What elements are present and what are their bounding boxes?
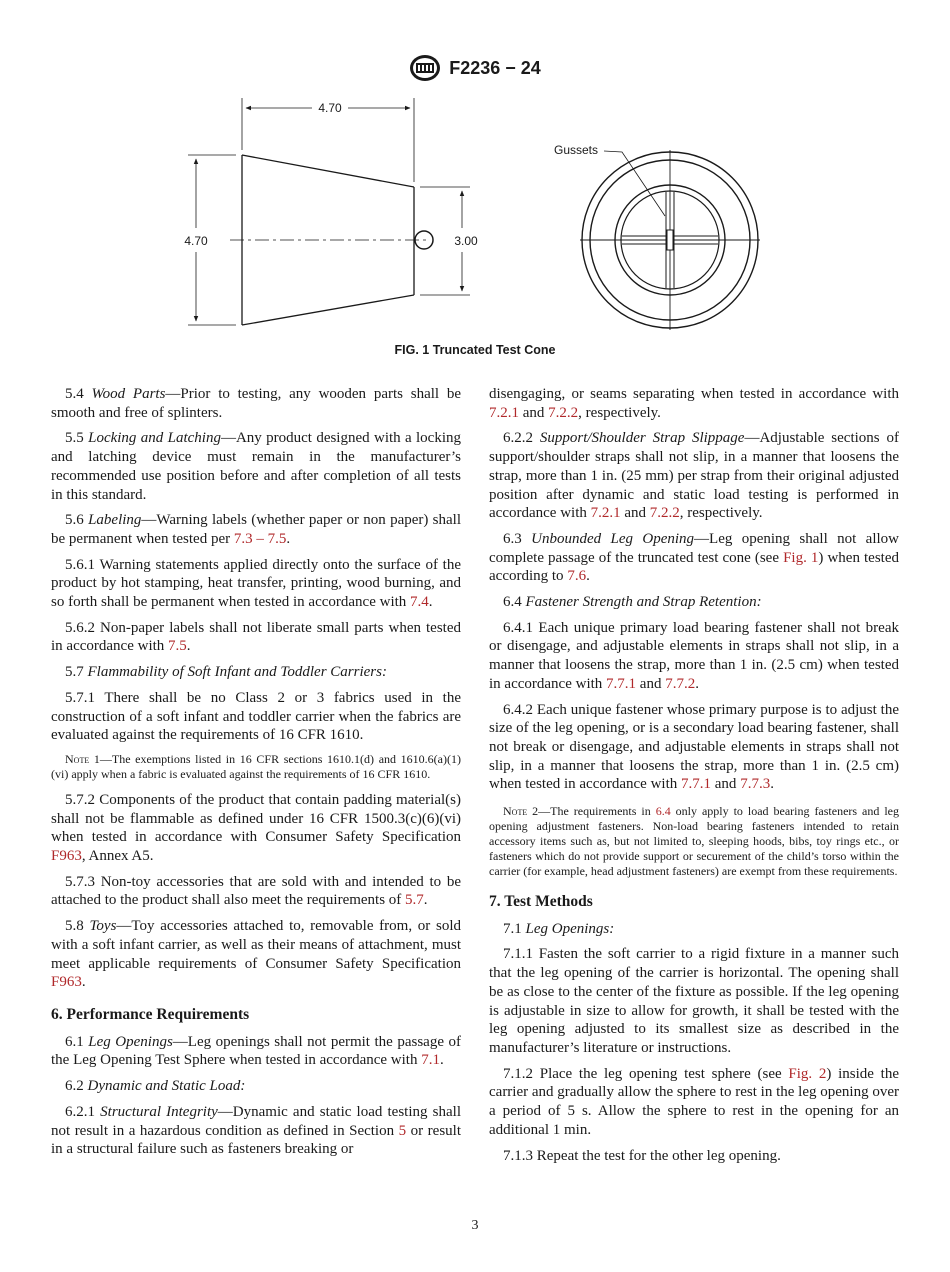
- page-number: 3: [471, 1218, 479, 1233]
- dim-left-label: 4.70: [184, 234, 208, 248]
- ref-link[interactable]: 7.2.2: [649, 505, 680, 522]
- section-6-3: 6.3 Unbounded Leg Opening—Leg opening shall not allow complete passage of the truncated test cone (see Fig. 1) when tested according to 7.6.: [489, 530, 899, 585]
- ref-link[interactable]: Fig. 2: [788, 1065, 827, 1082]
- ref-link[interactable]: 7.1: [421, 1052, 440, 1069]
- section-5-5: 5.5 Locking and Latching—Any product designed with a locking and latching device must remain in the manufacturer’s recommended use position before and after completion of all tests in this standard.: [51, 430, 461, 503]
- ref-link[interactable]: F963: [51, 848, 82, 865]
- standard-designation: F2236 − 24: [449, 57, 541, 78]
- heading-section-7: 7. Test Methods: [489, 893, 593, 911]
- note-2: Note 2—The requirements in 6.4 only apply to load bearing fasteners and leg opening adjustment fasteners. Non-load bearing fasteners intended to retain accessory items such as, but not limited to, sleeping hoods, bibs, toy rings etc., or fasteners which do not provide support or securement of the child’s torso within the carrier (for example, head adjustment fasteners) are exempt from these requirements.: [489, 804, 899, 879]
- right-column: [489, 385, 899, 1172]
- section-6-4-2: 6.4.2 Each unique fastener whose primary purpose is to adjust the size of the leg opening, or is a secondary load bearing fastener, shall not break or disengage, and adjustable elements in straps shall not slip, in a manner that loosens the strap, more than 1 in. (2.5 cm) when tested in accordance with 7.7.1 and 7.7.3.: [489, 701, 899, 793]
- ref-link[interactable]: 5.7: [405, 892, 424, 909]
- section-5-7-3: 5.7.3 Non-toy accessories that are sold with and intended to be attached to the product shall also meet the requirements of 5.7.: [51, 873, 461, 909]
- ref-link[interactable]: 7.7.3: [740, 776, 771, 793]
- section-6-2-1: 6.2.1 Structural Integrity—Dynamic and static load testing shall not result in a hazardous condition as defined in Section 5 or result in a structural failure such as fasteners breaking or: [51, 1103, 462, 1158]
- ref-link[interactable]: 7.2.1: [590, 505, 621, 522]
- section-7-1-3: 7.1.3 Repeat the test for the other leg opening.: [503, 1147, 781, 1164]
- section-5-7-2: 5.7.2 Components of the product that contain padding material(s) shall not be flammable as defined under 16 CFR 1500.3(c)(6)(vi) when tested in accordance with Consumer Safety Specification F963, Annex A5.: [51, 791, 461, 865]
- cone-side-view: [188, 98, 470, 325]
- section-5-6: 5.6 Labeling—Warning labels (whether paper or non paper) shall be permanent when tested per 7.3 – 7.5.: [51, 512, 462, 547]
- figure-truncated-test-cone: [0, 0, 950, 370]
- gussets-label: Gussets: [554, 143, 599, 157]
- ref-link[interactable]: 7.7.1: [606, 675, 637, 692]
- heading-section-6: 6. Performance Requirements: [51, 1005, 250, 1023]
- ref-link[interactable]: 7.4: [410, 594, 429, 611]
- dim-top-label: 4.70: [318, 101, 342, 115]
- section-6-2-1-continued: disengaging, or seams separating when tested in accordance with 7.2.1 and 7.2.2, respectively.: [489, 386, 899, 421]
- ref-link[interactable]: 7.7.2: [665, 675, 696, 692]
- section-6-4-1: 6.4.1 Each unique primary load bearing fastener shall not break or disengage, and adjustable elements in straps shall not slip, in a manner that loosens the strap, more than 1 in. (2.5 cm) when tested in accordance with 7.7.1 and 7.7.2.: [489, 619, 899, 692]
- dim-right-label: 3.00: [454, 234, 478, 248]
- ref-link[interactable]: 7.7.1: [681, 776, 712, 793]
- section-7-1-1: 7.1.1 Fasten the soft carrier to a rigid fixture in a manner such that the leg opening of the carrier is horizontal. The opening shall be as close to the center of the fixture as possible. If the leg opening is adjustable in size to allow for growth, it shall be tested with the leg opening adjusted to its smallest size as described in the manufacturer’s literature or instructions.: [489, 946, 899, 1056]
- ref-link[interactable]: 5: [398, 1122, 407, 1139]
- figure-caption: FIG. 1 Truncated Test Cone: [394, 343, 556, 357]
- ref-link[interactable]: 7.6: [567, 568, 587, 585]
- cone-end-view: [580, 150, 760, 330]
- section-5-4: 5.4 Wood Parts—Prior to testing, any wooden parts shall be smooth and free of splinters.: [51, 386, 462, 421]
- ref-link[interactable]: 7.3 – 7.5: [233, 530, 287, 547]
- section-5-7-1: 5.7.1 There shall be no Class 2 or 3 fabrics used in the construction of a soft infant and toddler carrier when the fabrics are evaluated against the requirements of 16 CFR 1610.: [51, 689, 461, 744]
- section-7-1: 7.1 Leg Openings:: [503, 920, 615, 937]
- note-1: Note 1—The exemptions listed in 16 CFR sections 1610.1(d) and 1610.6(a)(1)(vi) apply when a fabric is evaluated against the requirements of 16 CFR 1610.: [51, 751, 461, 781]
- ref-link[interactable]: F963: [51, 974, 82, 991]
- section-7-1-2: 7.1.2 Place the leg opening test sphere (see Fig. 2) inside the carrier and gradually allow the sphere to rest in the leg opening over a period of 5 s. Allow the sphere to rest in the opening for an additional 1 min.: [489, 1065, 900, 1138]
- ref-link[interactable]: 7.2.1: [489, 404, 519, 421]
- section-5-7: 5.7 Flammability of Soft Infant and Toddler Carriers:: [65, 664, 387, 681]
- ref-link[interactable]: 6.4: [655, 804, 671, 819]
- section-6-2: 6.2 Dynamic and Static Load:: [65, 1078, 246, 1095]
- section-5-6-2: 5.6.2 Non-paper labels shall not liberate small parts when tested in accordance with 7.5.: [51, 619, 461, 655]
- ref-link[interactable]: 7.2.2: [548, 404, 579, 421]
- ref-link[interactable]: 7.5: [168, 638, 187, 655]
- section-5-8: 5.8 Toys—Toy accessories attached to, removable from, or sold with a soft infant carrier, as well as their means of attachment, must meet applicable requirements of Consumer Safety Specification F963.: [51, 918, 461, 991]
- section-6-1: 6.1 Leg Openings—Leg openings shall not permit the passage of the Leg Opening Test Sphere when tested in accordance with 7.1.: [51, 1033, 461, 1069]
- section-5-6-1: 5.6.1 Warning statements applied directly onto the surface of the product by hot stamping, heat transfer, printing, wood burning, and so forth shall be permanent when tested in accordance with 7.4.: [51, 556, 461, 611]
- section-6-2-2: 6.2.2 Support/Shoulder Strap Slippage—Adjustable sections of support/shoulder straps shall not slip, in a manner that loosens the strap, more than 1 in. (25 mm) per strap from their original adjusted position after dynamic and static load testing is performed in accordance with 7.2.1 and 7.2.2, respectively.: [489, 430, 899, 522]
- section-6-4: 6.4 Fastener Strength and Strap Retention:: [503, 594, 762, 611]
- ref-link[interactable]: Fig. 1: [783, 549, 819, 566]
- left-column: [51, 385, 461, 1166]
